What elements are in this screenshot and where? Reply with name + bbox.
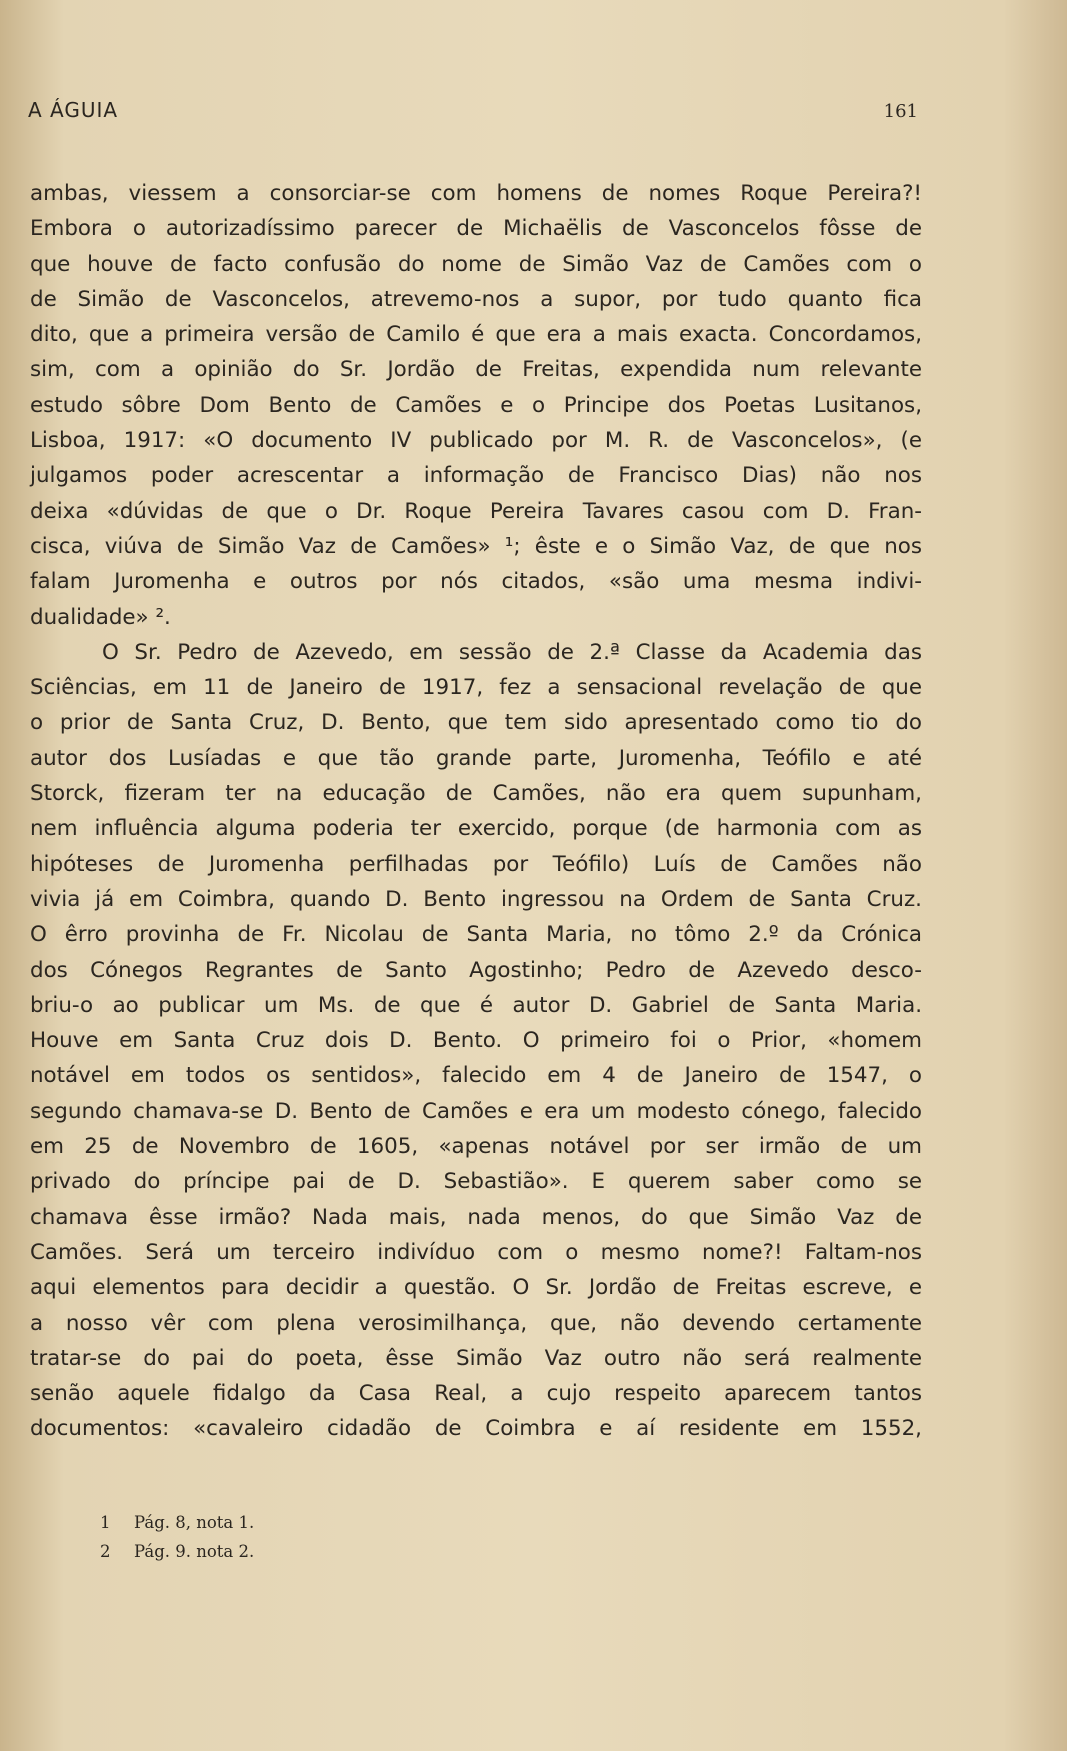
text-line: deixa «dúvidas de que o Dr. Roque Pereira Tavares casou com D. Fran-: [30, 498, 922, 524]
text-line: que houve de facto confusão do nome de Simão Vaz de Camões com o: [30, 251, 922, 277]
text-line: estudo sôbre Dom Bento de Camões e o Principe dos Poetas Lusitanos,: [30, 392, 922, 418]
text-line: hipóteses de Juromenha perfilhadas por Teófilo) Luís de Camões não: [30, 851, 922, 877]
text-line: em 25 de Novembro de 1605, «apenas notável por ser irmão de um: [30, 1134, 922, 1160]
text-line: autor dos Lusíadas e que tão grande parte, Juromenha, Teófilo e até: [30, 745, 922, 771]
text-line: Houve em Santa Cruz dois D. Bento. O primeiro foi o Prior, «homem: [30, 1028, 922, 1054]
footnote-text: Pág. 8, nota 1.: [134, 1513, 255, 1532]
running-head: [28, 98, 918, 122]
text-line: senão aquele fidalgo da Casa Real, a cujo respeito aparecem tantos: [30, 1381, 922, 1407]
text-line: briu-o ao publicar um Ms. de que é autor D. Gabriel de Santa Maria.: [30, 992, 922, 1018]
footnotes: [100, 1508, 600, 1566]
text-line: sim, com a opinião do Sr. Jordão de Freitas, expendida num relevante: [30, 357, 922, 383]
footnote: [100, 1537, 600, 1566]
page-number: 161: [883, 101, 918, 122]
footnote-marker: 2: [100, 1542, 111, 1561]
text-line: documentos: «cavaleiro cidadão de Coimbra e aí residente em 1552,: [30, 1416, 922, 1442]
text-line: dos Cónegos Regrantes de Santo Agostinho; Pedro de Azevedo desco-: [30, 957, 922, 983]
running-title: A ÁGUIA: [28, 98, 119, 122]
footnote: [100, 1508, 600, 1537]
text-line: o prior de Santa Cruz, D. Bento, que tem sido apresentado como tio do: [30, 710, 922, 736]
text-line: falam Juromenha e outros por nós citados, «são uma mesma indivi-: [30, 569, 922, 595]
text-line: Embora o autorizadíssimo parecer de Michaëlis de Vasconcelos fôsse de: [30, 216, 922, 242]
text-line: Camões. Será um terceiro indivíduo com o mesmo nome?! Faltam-nos: [30, 1239, 922, 1265]
footnote-marker: 1: [100, 1513, 111, 1532]
text-line: chamava êsse irmão? Nada mais, nada menos, do que Simão Vaz de: [30, 1204, 922, 1230]
text-line: Sciências, em 11 de Janeiro de 1917, fez a sensacional revelação de que: [30, 675, 922, 701]
text-line: ambas, viessem a consorciar-se com homens de nomes Roque Pereira?!: [30, 181, 922, 206]
body-text: [30, 176, 922, 1447]
text-line: Storck, fizeram ter na educação de Camões, não era quem supunham,: [30, 781, 922, 807]
text-line: privado do príncipe pai de D. Sebastião». E querem saber como se: [30, 1169, 922, 1195]
text-line: segundo chamava-se D. Bento de Camões e era um modesto cónego, falecido: [30, 1098, 922, 1124]
text-line: O Sr. Pedro de Azevedo, em sessão de 2.ª Classe da Academia das: [102, 639, 922, 665]
text-line: Lisboa, 1917: «O documento IV publicado por M. R. de Vasconcelos», (e: [30, 428, 922, 454]
footnote-text: Pág. 9. nota 2.: [134, 1542, 255, 1561]
text-line: cisca, viúva de Simão Vaz de Camões» ¹; êste e o Simão Vaz, de que nos: [30, 533, 922, 559]
text-line: a nosso vêr com plena verosimilhança, que, não devendo certamente: [30, 1310, 922, 1336]
text-line: julgamos poder acrescentar a informação de Francisco Dias) não nos: [30, 463, 922, 489]
text-line: dualidade» ².: [30, 604, 171, 630]
text-line: vivia já em Coimbra, quando D. Bento ingressou na Ordem de Santa Cruz.: [30, 886, 922, 912]
text-line: tratar-se do pai do poeta, êsse Simão Vaz outro não será realmente: [30, 1345, 922, 1371]
text-line: de Simão de Vasconcelos, atrevemo-nos a supor, por tudo quanto fica: [30, 286, 922, 312]
text-line: dito, que a primeira versão de Camilo é que era a mais exacta. Concordamos,: [30, 322, 922, 348]
text-line: notável em todos os sentidos», falecido em 4 de Janeiro de 1547, o: [30, 1063, 922, 1089]
text-line: O êrro provinha de Fr. Nicolau de Santa Maria, no tômo 2.º da Crónica: [30, 922, 922, 948]
text-line: nem influência alguma poderia ter exercido, porque (de harmonia com as: [30, 816, 922, 842]
text-line: aqui elementos para decidir a questão. O Sr. Jordão de Freitas escreve, e: [30, 1275, 922, 1301]
